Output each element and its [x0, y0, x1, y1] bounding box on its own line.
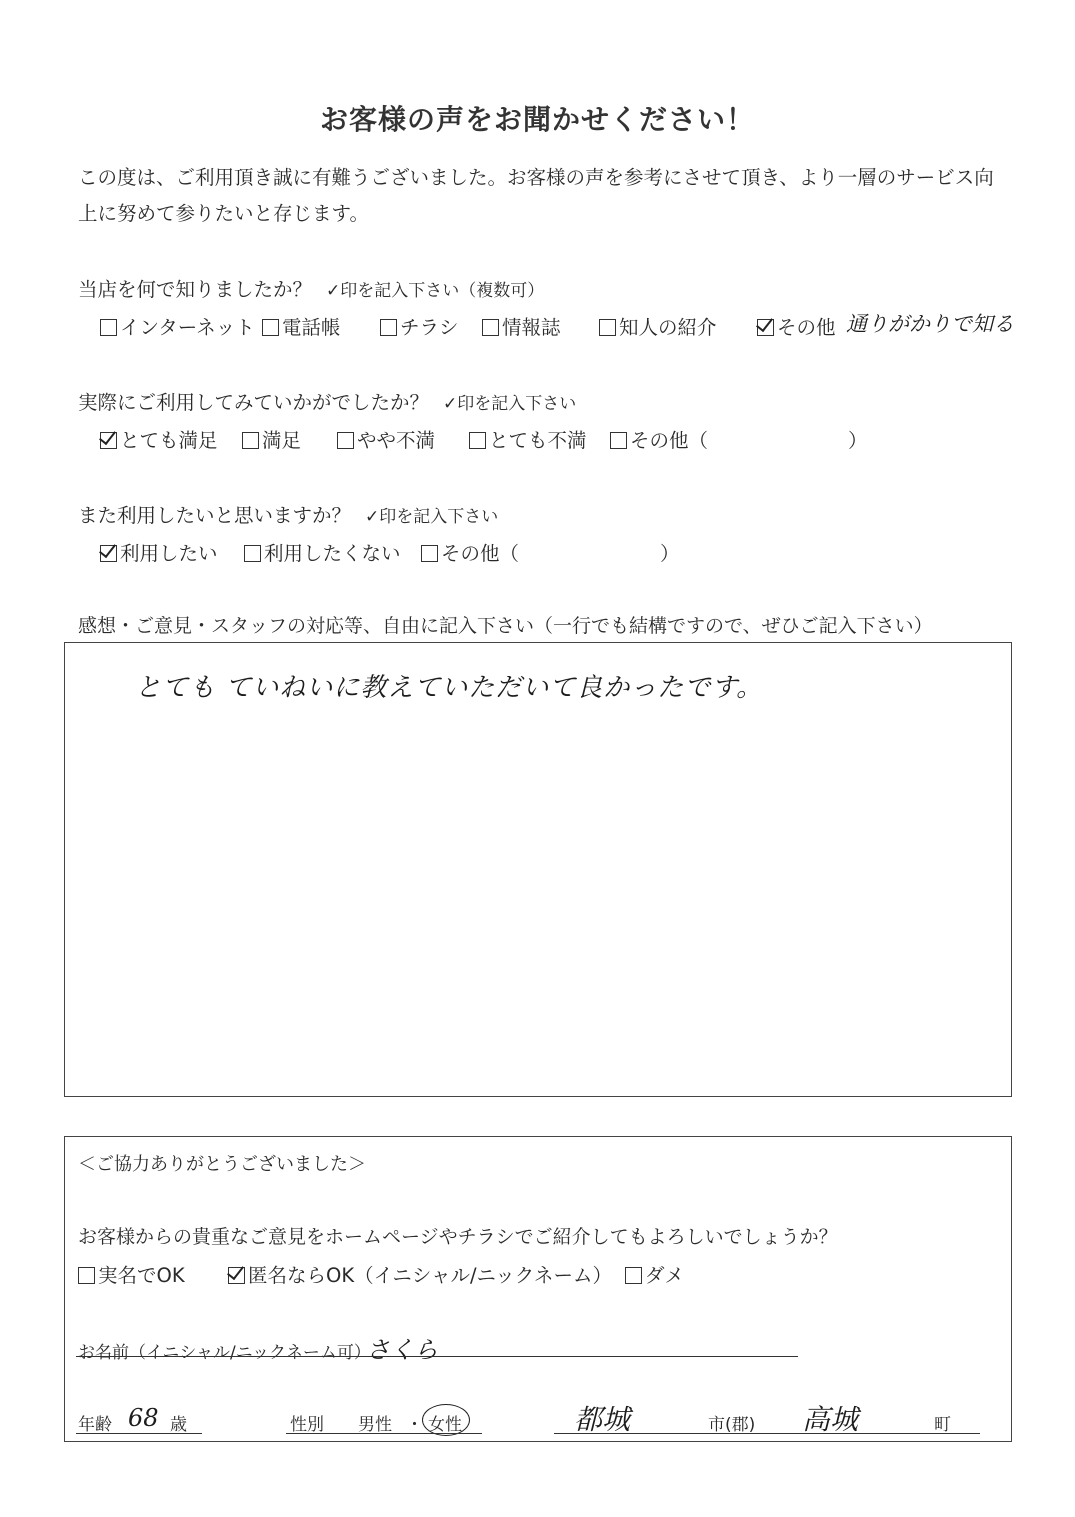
q1-option-flyer[interactable]: チラシ [380, 312, 459, 340]
city-handwritten[interactable]: 都城 [574, 1403, 631, 1436]
address-underline [554, 1433, 980, 1434]
q2-heading [78, 387, 576, 415]
checkbox[interactable] [610, 432, 627, 449]
q3-option-yes[interactable]: 利用したい [100, 538, 218, 566]
q1-options [0, 312, 1075, 342]
q2-option-other[interactable]: その他（ [610, 425, 708, 453]
q3-question: また利用したいと思いますか？ [78, 504, 352, 527]
checkbox[interactable] [380, 319, 397, 336]
permission-question: お客様からの貴重なご意見をホームページやチラシでご紹介してもよろしいでしょうか？ [78, 1226, 838, 1248]
q2-question: 実際にご利用してみていかがでしたか？ [78, 391, 430, 414]
permission-real-name[interactable]: 実名でOK [78, 1260, 185, 1288]
q3-option-other[interactable]: その他（ [421, 538, 519, 566]
age-underline [76, 1433, 202, 1434]
q1-question: 当店を何で知りましたか？ [78, 278, 313, 301]
gender-selected-circle [422, 1404, 470, 1436]
checkbox[interactable] [482, 319, 499, 336]
checkbox[interactable] [599, 319, 616, 336]
q2-options [0, 425, 1075, 455]
checkbox[interactable] [625, 1267, 642, 1284]
name-underline [76, 1356, 798, 1357]
q4-question: 感想・ご意見・スタッフの対応等、自由に記入下さい（一行でも結構ですので、ぜひご記入下さい） [78, 615, 933, 637]
permission-options [0, 1260, 1075, 1290]
age-label: 年齢 [78, 1415, 112, 1435]
comment-box[interactable] [64, 642, 1012, 1097]
name-label: お名前（イニシャル/ニックネーム可） [78, 1343, 371, 1363]
town-label: 町 [934, 1415, 951, 1435]
checkbox[interactable] [244, 545, 261, 562]
q3-other-paren-close: ） [660, 542, 680, 565]
q3-hint: ✓印を記入下さい [365, 507, 499, 527]
q1-option-phonebook[interactable]: 電話帳 [262, 312, 341, 340]
checkbox-checked[interactable] [228, 1267, 245, 1284]
name-handwritten[interactable]: さくら [366, 1336, 438, 1364]
checkbox[interactable] [469, 432, 486, 449]
q3-option-no[interactable]: 利用したくない [244, 538, 401, 566]
gender-male[interactable]: 男性 [358, 1415, 392, 1435]
city-label: 市(郡) [708, 1415, 756, 1435]
gender-label: 性別 [290, 1415, 324, 1435]
q2-hint: ✓印を記入下さい [443, 394, 577, 414]
q1-option-other[interactable]: その他 [757, 312, 836, 340]
q1-option-magazine[interactable]: 情報誌 [482, 312, 561, 340]
q3-options [0, 538, 1075, 568]
q1-hint: ✓印を記入下さい（複数可） [326, 281, 545, 301]
checkbox[interactable] [262, 319, 279, 336]
checkbox-checked[interactable] [100, 545, 117, 562]
checkbox[interactable] [100, 319, 117, 336]
q3-heading [78, 500, 498, 528]
q1-other-handwritten[interactable]: 通りがかりで知る [846, 312, 1014, 336]
comment-handwritten: とても ていねいに教えていただいて良かったです。 [135, 673, 764, 703]
q2-option-satisfied[interactable]: 満足 [242, 425, 301, 453]
q2-option-very-satisfied[interactable]: とても満足 [100, 425, 218, 453]
checkbox-checked[interactable] [757, 319, 774, 336]
q2-option-very-dissatisfied[interactable]: とても不満 [469, 425, 587, 453]
thanks-text: ＜ご協力ありがとうございました＞ [78, 1154, 366, 1175]
permission-no[interactable]: ダメ [625, 1260, 684, 1288]
checkbox[interactable] [78, 1267, 95, 1284]
checkbox[interactable] [421, 545, 438, 562]
checkbox[interactable] [242, 432, 259, 449]
age-handwritten[interactable]: 68 [128, 1404, 159, 1432]
q1-option-referral[interactable]: 知人の紹介 [599, 312, 717, 340]
page-title: お客様の声をお聞かせください！ [319, 103, 755, 136]
age-unit: 歳 [170, 1415, 187, 1435]
q2-other-paren-close: ） [848, 429, 868, 452]
gender-female[interactable]: 女性 [428, 1415, 462, 1435]
checkbox-checked[interactable] [100, 432, 117, 449]
permission-anonymous[interactable]: 匿名ならOK（イニシャル/ニックネーム） [228, 1260, 612, 1288]
town-handwritten[interactable]: 高城 [802, 1403, 859, 1436]
gender-separator: ・ [406, 1415, 423, 1435]
q1-option-internet[interactable]: インターネット [100, 312, 255, 340]
q2-option-somewhat-dissatisfied[interactable]: やや不満 [337, 425, 435, 453]
q1-heading [78, 274, 544, 302]
checkbox[interactable] [337, 432, 354, 449]
gender-underline [286, 1433, 482, 1434]
intro-text: この度は、ご利用頂き誠に有難うございました。お客様の声を参考にさせて頂き、より一層のサービス向上に努めて参りたいと存じます。 [78, 166, 994, 225]
